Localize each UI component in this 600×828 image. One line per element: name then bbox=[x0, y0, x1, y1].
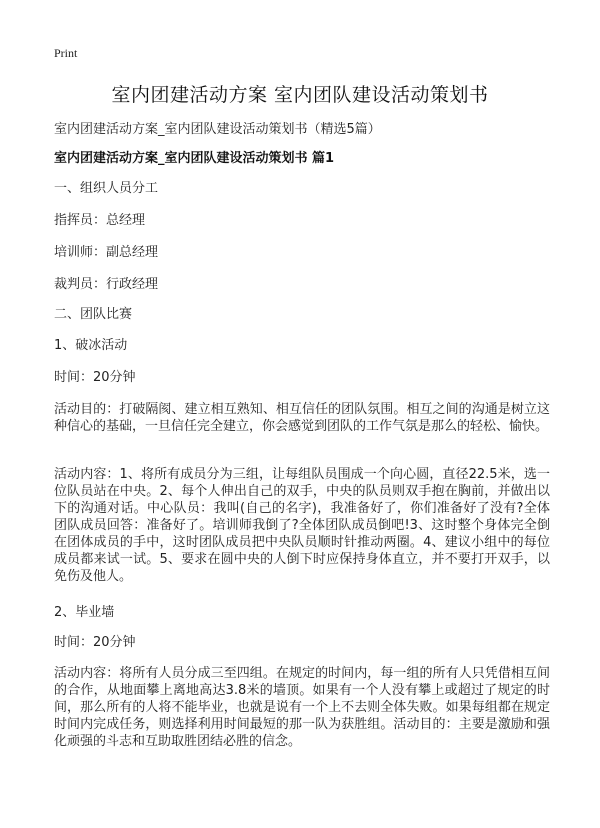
print-label: Print bbox=[54, 46, 78, 60]
document-subtitle: 室内团建活动方案_室内团队建设活动策划书（精选5篇） bbox=[54, 122, 381, 137]
role-commander: 指挥员：总经理 bbox=[54, 213, 146, 228]
role-trainer: 培训师：副总经理 bbox=[54, 245, 159, 260]
section-heading: 室内团建活动方案_室内团队建设活动策划书 篇1 bbox=[54, 151, 335, 166]
activity1-content: 活动内容：1、将所有成员分为三组，让每组队员围成一个向心圆，直径22.5米，选一位队员站在中央。2、每个人伸出自己的双手，中央的队员则双手抱在胸前，并做出以下的沟通对话。中心队员：我叫(自己的名字)，我准备好了，你们准备好了没有?全体团队成员回答：准备好了。培训师我倒了?全体团队成员倒吧!3、这时整个身体完全倒在团体成员的手中，这时团队成员把中央队员顺时针推动两圈。4、建议小组中的每位成员都来试一试。5、要求在圆中央的人倒下时应保持身体直立，并不要打开双手，以免伤及他人。 bbox=[54, 467, 550, 584]
role-referee: 裁判员：行政经理 bbox=[54, 277, 159, 292]
activity2-time: 时间：20分钟 bbox=[54, 635, 136, 650]
document-title: 室内团建活动方案 室内团队建设活动策划书 bbox=[111, 84, 489, 106]
part2-heading: 二、团队比赛 bbox=[54, 307, 133, 322]
activity1-purpose: 活动目的：打破隔阂、建立相互熟知、相互信任的团队氛围。相互之间的沟通是树立这种信心的基础，一旦信任完全建立，你会感觉到团队的工作气氛是那么的轻松、愉快。 bbox=[54, 402, 550, 434]
activity2-content: 活动内容：将所有人员分成三至四组。在规定的时间内，每一组的所有人只凭借相互间的合作，从地面攀上离地高达3.8米的墙顶。如果有一个人没有攀上或超过了规定的时间，那么所有的人将不能毕业，也就是说有一个上不去则全体失败。如果每组都在规定时间内完成任务，则选择利用时间最短的那一队为获胜组。活动目的：主要是激励和强化顽强的斗志和互助取胜团结必胜的信念。 bbox=[54, 666, 550, 749]
activity1-time: 时间：20分钟 bbox=[54, 370, 136, 385]
activity1-heading: 1、破冰活动 bbox=[54, 338, 128, 353]
activity2-heading: 2、毕业墙 bbox=[54, 605, 115, 620]
part1-heading: 一、组织人员分工 bbox=[54, 181, 159, 196]
